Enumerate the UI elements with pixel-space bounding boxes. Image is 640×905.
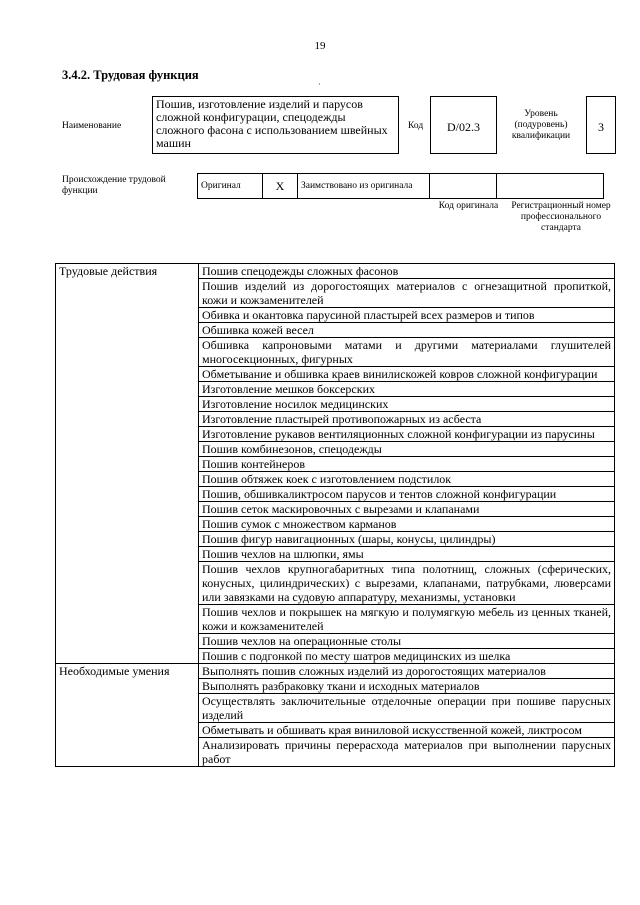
item-cell: Пошив с подгонкой по месту шатров медицинских из шелка	[199, 649, 615, 664]
level-label: Уровень (подуровень) квалификации	[511, 109, 571, 141]
item-cell: Анализировать причины перерасхода материалов при выполнении парусных работ	[199, 738, 615, 767]
main-table	[55, 263, 615, 767]
borrowed-label: Заимствовано из оригинала	[298, 174, 430, 199]
item-cell: Пошив чехлов крупногабаритных типа полотнищ, сложных (сферических, конусных, цилиндрических) с вырезами, клапанами, патрубками, люверсами или завязками на судовую аппаратуру, механизмы, установки	[199, 562, 615, 605]
code-label: Код	[408, 121, 424, 131]
item-cell: Осуществлять заключительные отделочные операции при пошиве парусных изделий	[199, 694, 615, 723]
table-row	[56, 264, 615, 279]
item-cell: Пошив спецодежды сложных фасонов	[199, 264, 615, 279]
item-cell: Обшивка кожей весел	[199, 323, 615, 338]
origin-table	[197, 173, 604, 199]
code-value-box: D/02.3	[430, 96, 497, 154]
item-cell: Пошив чехлов на шлюпки, ямы	[199, 547, 615, 562]
item-cell: Изготовление пластырей противопожарных из асбеста	[199, 412, 615, 427]
item-cell: Пошив чехлов на операционные столы	[199, 634, 615, 649]
section-title: 3.4.2. Трудовая функция	[62, 68, 199, 82]
item-cell: Обивка и окантовка парусиной пластырей всех размеров и типов	[199, 308, 615, 323]
item-cell: Обметывание и обшивка краев винилискожей ковров сложной конфигурации	[199, 367, 615, 382]
item-cell: Пошив комбинезонов, спецодежды	[199, 442, 615, 457]
level-value-box: 3	[586, 96, 616, 154]
code-original-label: Код оригинала	[438, 201, 499, 211]
item-cell: Пошив сумок с множеством карманов	[199, 517, 615, 532]
origin-label: Происхождение трудовой функции	[62, 175, 166, 196]
function-name-box: Пошив, изготовление изделий и парусов сложной конфигурации, спецодежды сложного фасона с использованием швейных машин	[152, 96, 399, 154]
category-cell: Трудовые действия	[56, 264, 199, 664]
item-cell: Изготовление мешков боксерских	[199, 382, 615, 397]
table-row	[56, 664, 615, 679]
item-cell: Обметывать и обшивать края виниловой искусственной кожей, ликтросом	[199, 723, 615, 738]
name-label: Наименование	[62, 121, 122, 131]
item-cell: Выполнять пошив сложных изделий из дорогостоящих материалов	[199, 664, 615, 679]
item-cell: Пошив изделий из дорогостоящих материалов с огнезащитной пропиткой, кожи и кожзаменителей	[199, 279, 615, 308]
original-mark: X	[263, 174, 298, 199]
item-cell: Пошив контейнеров	[199, 457, 615, 472]
item-cell: Изготовление рукавов вентиляционных сложной конфигурации из парусины	[199, 427, 615, 442]
reg-number-cell	[497, 174, 604, 199]
item-cell: Обшивка капроновыми матами и другими материалами глушителей многосекционных, фигурных	[199, 338, 615, 367]
item-cell: Выполнять разбраковку ткани и исходных материалов	[199, 679, 615, 694]
item-cell: Пошив, обшивкаликтросом парусов и тентов сложной конфигурации	[199, 487, 615, 502]
reg-number-label: Регистрационный номер профессионального стандарта	[511, 201, 611, 233]
item-cell: Пошив чехлов и покрышек на мягкую и полумягкую мебель из ценных тканей, кожи и кожзаменителей	[199, 605, 615, 634]
item-cell: Изготовление носилок медицинских	[199, 397, 615, 412]
original-label: Оригинал	[198, 174, 263, 199]
page-number: 19	[314, 40, 326, 52]
stray-dot: ·	[318, 80, 321, 89]
code-original-cell	[430, 174, 497, 199]
category-cell: Необходимые умения	[56, 664, 199, 767]
item-cell: Пошив обтяжек коек с изготовлением подстилок	[199, 472, 615, 487]
item-cell: Пошив фигур навигационных (шары, конусы, цилиндры)	[199, 532, 615, 547]
item-cell: Пошив сеток маскировочных с вырезами и клапанами	[199, 502, 615, 517]
